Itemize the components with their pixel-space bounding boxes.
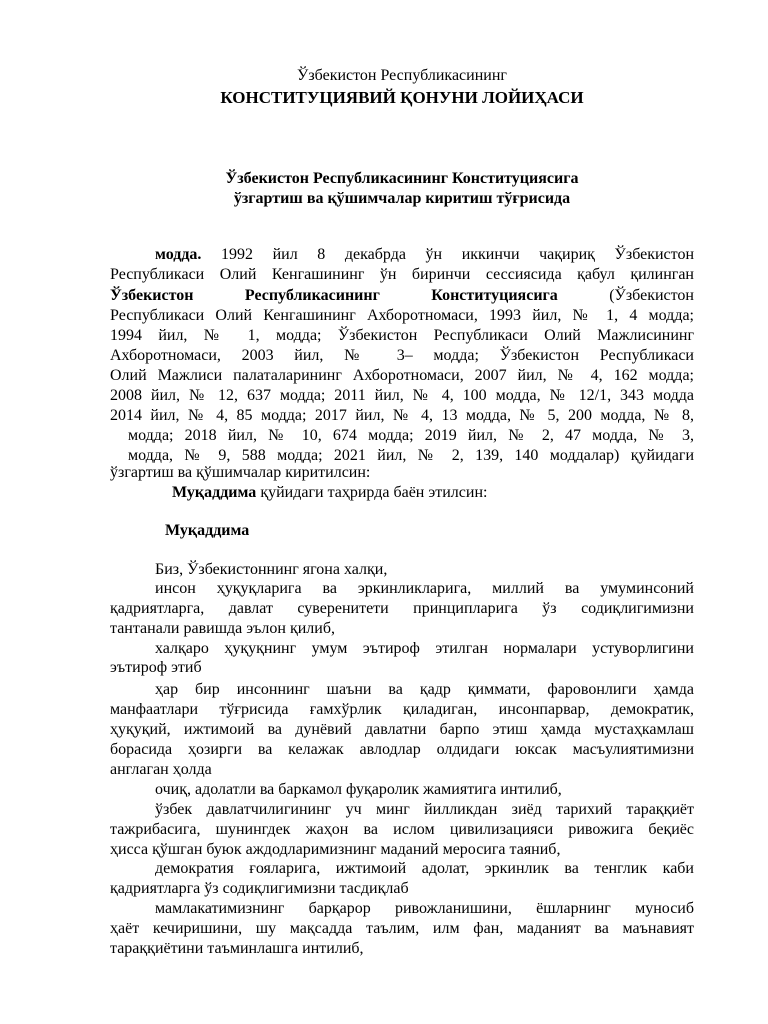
preamble-line: халқаро ҳуқуқнинг умум эътироф этилган нормалари устуворлигини [155, 640, 694, 657]
article-line-6: Ахборотномаси, 2003 йил, № 3– модда; Ўзбекистон Республикаси [110, 347, 694, 364]
constitution-name: Ўзбекистон Республикасининг Конституциясига [110, 287, 558, 304]
preamble-line: ҳаёт кечиришини, шу мақсадда таълим, илм фан, маданият ва маънавият [110, 920, 694, 937]
preamble-line: қадриятларга, давлат суверенитети принципларига ўз содиқлигимизни [110, 600, 694, 617]
preamble-line: ҳуқуқий, ижтимоий ва дунёвий давлатни барпо этиш ҳамда мустаҳкамлаш [110, 721, 694, 738]
article-text: 1992 йил 8 декабрда ўн иккинчи чақириқ Ўзбекистон [221, 246, 695, 263]
preamble-line: Биз, Ўзбекистоннинг ягона халқи, [155, 561, 388, 578]
law-title-line-1: Ўзбекистон Республикасининг Конституциясига [225, 170, 579, 187]
preamble-line: тантанали равишда эълон қилиб, [110, 620, 335, 637]
article-line-1 [155, 246, 694, 264]
preamble-line: эътироф этиб [110, 659, 202, 676]
article-line-9: 2014 йил, № 4, 85 модда; 2017 йил, № 4, 13 модда, № 5, 200 модда, № 8, [110, 407, 694, 424]
article-line-4: Республикаси Олий Кенгашининг Ахборотномаси, 1993 йил, № 1, 4 модда; [110, 307, 694, 324]
preamble-ref: Муқаддима [172, 484, 257, 501]
preamble-line: очиқ, адолатли ва баркамол фуқаролик жамиятига интилиб, [155, 781, 562, 798]
article-line-13 [172, 484, 694, 502]
preamble-line: мамлакатимизнинг барқарор ривожланишини, ёшларнинг муносиб [155, 900, 694, 917]
law-title-line-2: ўзгартиш ва қўшимчалар киритиш тўғрисида [233, 190, 571, 207]
preamble-line: инсон ҳуқуқларига ва эркинликларига, миллий ва умуминсоний [155, 580, 694, 597]
article-line-2: Республикаси Олий Кенгашининг ўн биринчи сессиясида қабул қилинган [110, 266, 694, 283]
preamble-line: тараққиётини таъминлашга интилиб, [110, 940, 364, 957]
preamble-line: манфаатлари тўғрисида ғамхўрлик қиладиган, инсонпарвар, демократик, [110, 701, 694, 718]
header-line-1: Ўзбекистон Республикасининг [297, 67, 507, 84]
article-line-12: ўзгартиш ва қўшимчалар киритилсин: [110, 464, 371, 481]
article-line-10: модда; 2018 йил, № 10, 674 модда; 2019 йил, № 2, 47 модда, № 3, [128, 427, 694, 444]
preamble-line: ўзбек давлатчилигининг уч минг йилликдан зиёд тарихий тараққиёт [155, 801, 694, 818]
article-text: қуйидаги таҳрирда баён этилсин: [260, 484, 488, 501]
preamble-line: қадриятларга ўз содиқлигимизни тасдиқлаб [110, 880, 409, 897]
article-line-11: модда, № 9, 588 модда; 2021 йил, № 2, 139, 140 моддалар) қуйидаги [128, 447, 694, 464]
document-heading: КОНСТИТУЦИЯВИЙ ҚОНУНИ ЛОЙИҲАСИ [220, 88, 584, 107]
preamble-line: англаган ҳолда [110, 761, 212, 778]
preamble-line: борасида ҳозирги ва келажак авлодлар олдидаги юксак масъулиятимизни [110, 741, 694, 758]
article-line-8: 2008 йил, № 12, 637 модда; 2011 йил, № 4, 100 модда, № 12/1, 343 модда [110, 387, 694, 404]
preamble-line: ҳисса қўшган буюк аждодларимизнинг маданий меросига таяниб, [110, 841, 561, 858]
preamble-line: ҳар бир инсоннинг шаъни ва қадр қиммати, фаровонлиги ҳамда [155, 681, 694, 698]
preamble-line: демократия ғояларига, ижтимоий адолат, эркинлик ва тенглик каби [155, 860, 694, 877]
article-line-7: Олий Мажлиси палаталарининг Ахборотномаси, 2007 йил, № 4, 162 модда; [110, 367, 694, 384]
article-text: (Ўзбекистон [609, 287, 694, 304]
article-line-5: 1994 йил, № 1, модда; Ўзбекистон Республикаси Олий Мажлисининг [110, 327, 694, 344]
preamble-line: тажрибасига, шунингдек жаҳон ва ислом цивилизацияси ривожига беқиёс [110, 821, 694, 838]
article-label: модда. [155, 246, 202, 263]
section-heading: Муқаддима [165, 522, 250, 539]
article-line-3 [110, 287, 694, 305]
